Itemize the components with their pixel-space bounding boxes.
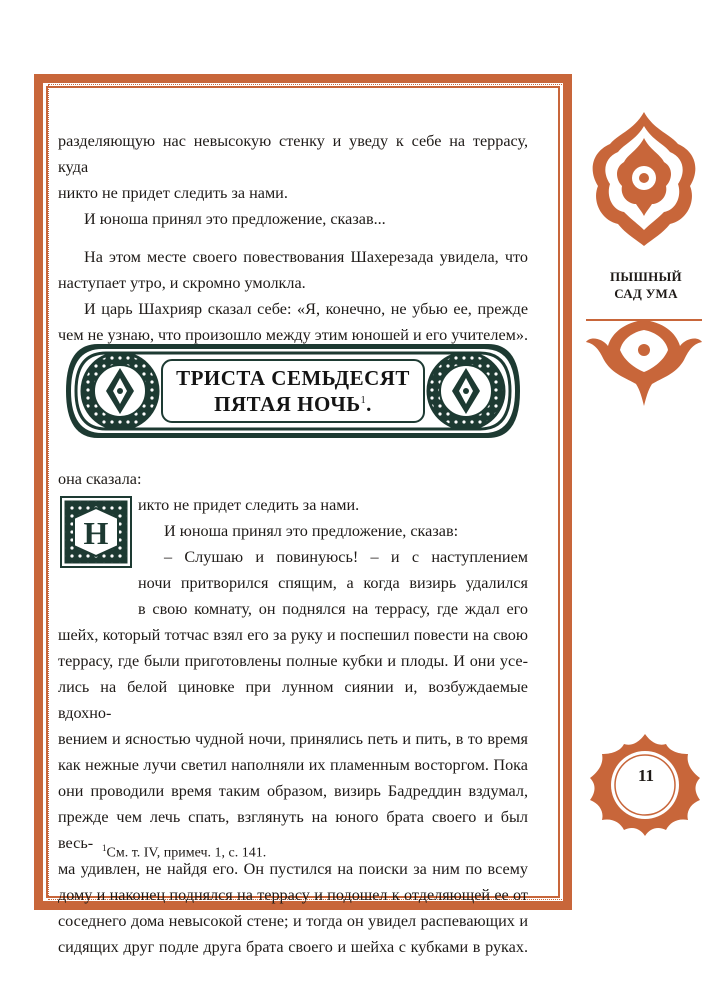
text-line: как нежные лучи светил наполняли их пламенным восторгом. Пока (58, 756, 528, 774)
sidebar-ornament-top (584, 108, 704, 248)
text-line: И юноша принял это предложение, сказав... (84, 210, 386, 228)
text-line: лись на белой циновке при лунном сиянии и, возбуждаемые вдохно- (58, 678, 528, 722)
text-line: наступает утро, и скромно умолкла. (58, 274, 306, 292)
text-line: никто не придет следить за нами. (58, 184, 288, 202)
chapter-banner (60, 338, 526, 444)
body-text (58, 492, 528, 960)
text-line: она сказала: (58, 470, 142, 488)
footnote-text: См. т. IV, примеч. 1, с. 141. (106, 845, 267, 861)
text-line: в свою комнату, он поднялся на террасу, где ждал его (138, 600, 528, 618)
footnote-marker: 1 (360, 395, 367, 406)
text-line: вением и ясностью чудной ночи, принялись петь и пить, в то время (58, 730, 528, 748)
text-line: соседнего дома невысокой стене; и тогда он увидел распевающих и (58, 912, 528, 930)
banner-medallion-left (82, 353, 158, 429)
chapter-title-line2: ПЯТАЯ НОЧЬ$^1$. (214, 392, 372, 416)
text-line: И юноша принял это предложение, сказав: (164, 522, 459, 540)
text-line: чем не узнаю, что произошло между этим юношей и его учителем». (58, 326, 529, 344)
text-line: И царь Шахрияр сказал себе: «Я, конечно, не убью ее, прежде (84, 300, 528, 318)
banner-medallion-right (428, 353, 504, 429)
text-line: дому и наконец поднялся на террасу и подошел к отделяющей ее от (58, 886, 528, 904)
text-line: сидящих друг подле друга брата своего и шейха с кубками в руках. (58, 938, 528, 956)
sidebar-ornament-middle (582, 312, 706, 408)
section-title (586, 268, 706, 302)
banner-ornament (60, 338, 526, 444)
text-line: – Слушаю и повинуюсь! – и с наступлением (164, 548, 528, 566)
footnote-mark: 1 (102, 843, 107, 853)
footnote (102, 843, 266, 862)
section-title-line2: САД УМА (614, 286, 678, 301)
after-banner-text (58, 466, 528, 492)
text-line: ночи притворился спящим, а когда визирь удалился (138, 574, 528, 592)
text-line: прежде чем лечь спать, взглянуть на юного брата своего и был весь- (58, 808, 528, 852)
text-line: они проводили время таким образом, визирь Бадреддин вздумал, (58, 782, 528, 800)
text-line: террасу, где были приготовлены полные кубки и плоды. И они усе- (58, 652, 528, 670)
text-line: шейх, который тотчас взял его за руку и поспешил повести на свою (58, 626, 528, 644)
section-title-line1: ПЫШНЫЙ (610, 269, 682, 284)
drop-cap-letter: Н (83, 515, 109, 551)
chapter-title-line1: ТРИСТА СЕМЬДЕСЯТ (176, 366, 410, 390)
text-line: На этом месте своего повествования Шахерезада увидела, что (84, 248, 528, 266)
page-number: 11 (637, 766, 655, 785)
text-line: икто не придет следить за нами. (138, 496, 360, 514)
text-line: ма удивлен, не найдя его. Он пустился на поиски за ним по всему (58, 860, 528, 878)
text-line: разделяющую нас невысокую стенку и уведу к себе на террасу, куда (58, 132, 528, 176)
